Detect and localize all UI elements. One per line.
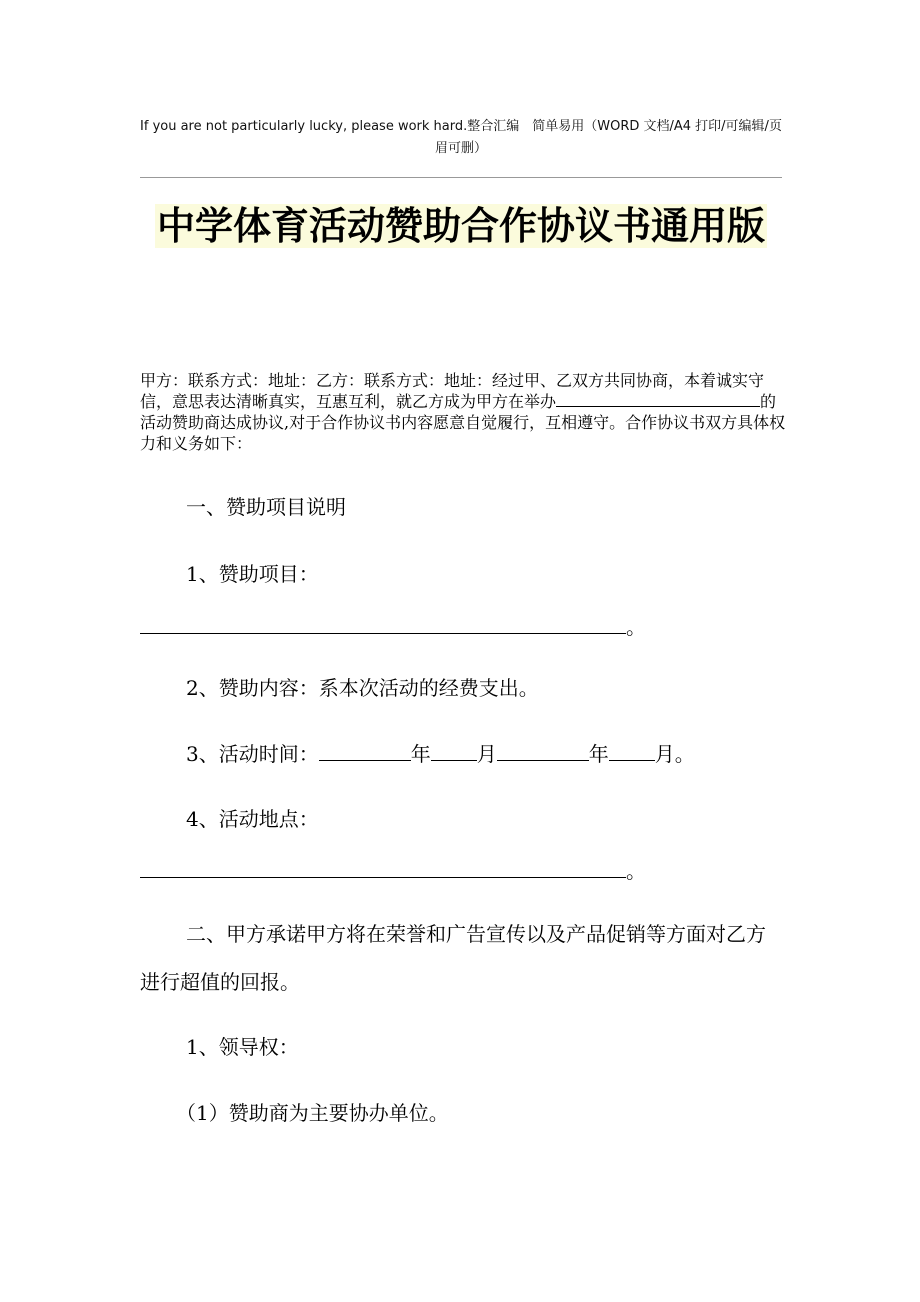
page-header: If you are not particularly lucky, please work hard.整合汇编 简单易用（WORD 文档/A4 打印/可编辑/页眉可删） — [140, 119, 782, 156]
header-divider — [140, 177, 782, 178]
document-title — [140, 192, 782, 260]
section2-paragraph: 二、甲方承诺甲方将在荣誉和广告宣传以及产品促销等方面对乙方进行超值的回报。 — [140, 922, 766, 994]
fill-blank-start-year — [319, 742, 411, 761]
intro-paragraph: 甲方：联系方式：地址：乙方：联系方式：地址：经过甲、乙双方共同协商，本着诚实守信，意思表达清晰真实，互惠互利，就乙方成为甲方在举办 的活动赞助商达成协议,对于合作协议书内容愿意自觉履行，互相遵守。合作协议书双方具体权力和义务如下： — [140, 371, 786, 453]
leadership-item: 1、领导权： — [186, 1035, 299, 1059]
fill-blank-location — [140, 859, 626, 878]
fill-blank-end-month — [609, 742, 655, 761]
sub-item-1: （1）赞助商为主要协办单位。 — [176, 1101, 449, 1125]
item4-label: 4、活动地点： — [186, 807, 319, 831]
fill-blank-start-month — [431, 742, 477, 761]
title-text: 中学体育活动赞助合作协议书通用版 — [156, 204, 765, 248]
fill-blank-end-year — [497, 742, 589, 761]
item2-content: 2、赞助内容：系本次活动的经费支出。 — [186, 676, 539, 700]
section1-heading: 一、赞助项目说明 — [186, 495, 346, 519]
item1-blank-line: 。 — [140, 612, 790, 642]
fill-blank-event — [556, 392, 760, 407]
item1-label: 1、赞助项目： — [186, 562, 319, 586]
fill-blank-project — [140, 615, 626, 634]
item3-time: 3、活动时间： 年 月 年 月。 — [186, 742, 695, 766]
item4-blank-line: 。 — [140, 856, 790, 886]
